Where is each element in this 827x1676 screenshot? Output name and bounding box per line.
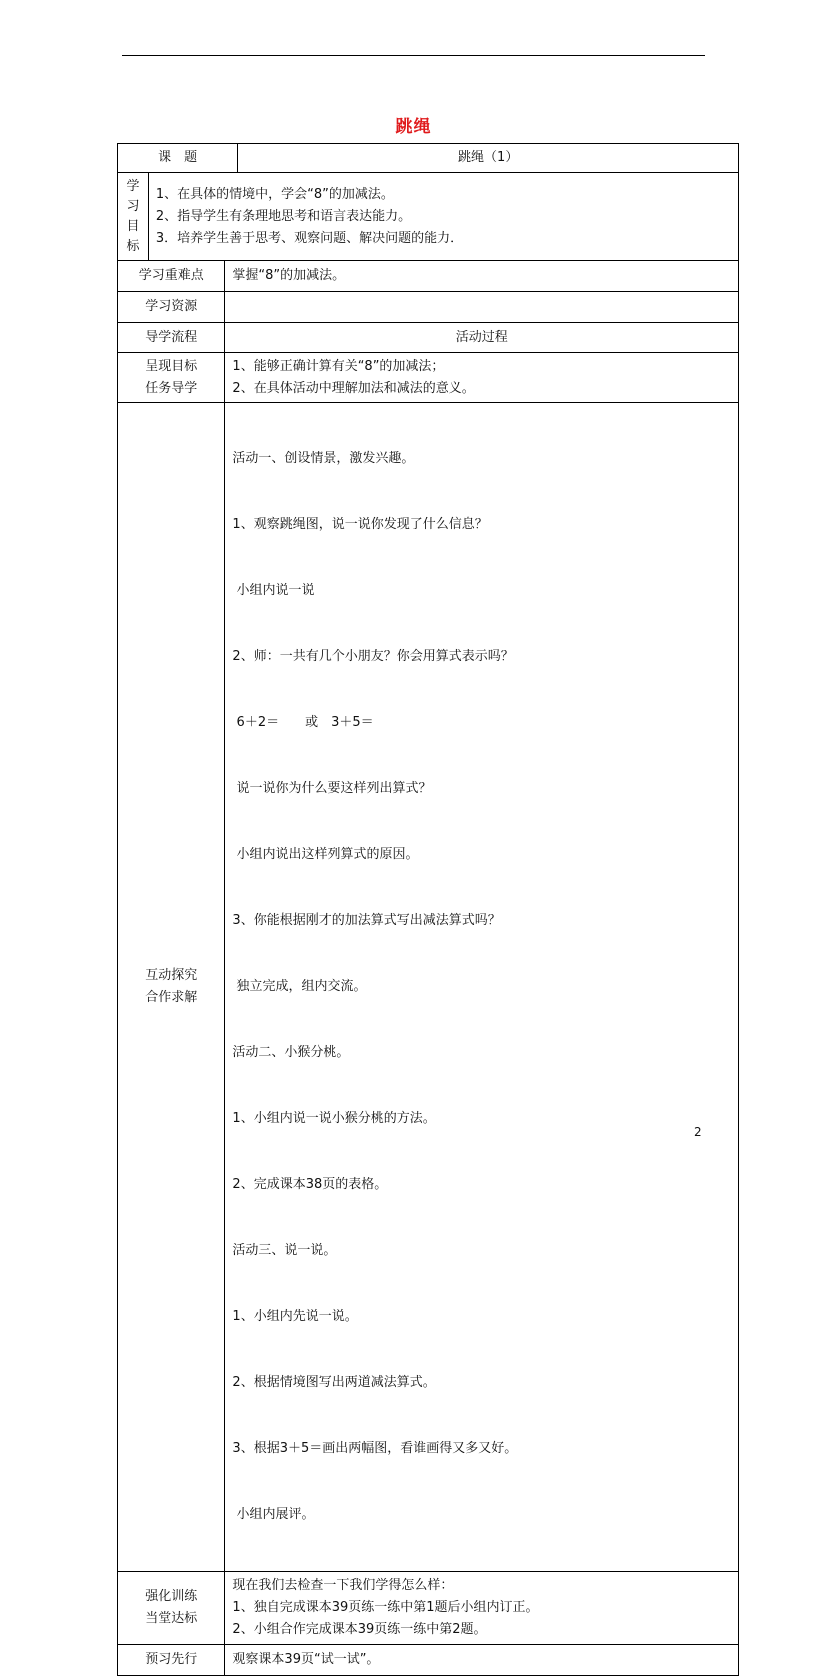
activity-line: 小组内说一说 (232, 583, 315, 598)
activity-line: 小组内展评。 (232, 1507, 315, 1522)
training-item: 1、独自完成课本39页练一练中第1题后小组内订正。 (232, 1600, 539, 1615)
objective-item: 3．培养学生善于思考、观察问题、解决问题的能力． (155, 230, 464, 246)
row-goals-tasks (118, 353, 739, 403)
resources-label: 学习资源 (118, 292, 225, 323)
row-topic (118, 144, 739, 173)
row-objectives (118, 173, 739, 261)
row-flow (118, 323, 739, 353)
objectives-label-char: 习 (126, 198, 140, 214)
lesson-plan-table (117, 143, 739, 1676)
flow-value: 活动过程 (225, 323, 739, 353)
activity-line: 独立完成，组内交流。 (232, 979, 367, 994)
activity-line: 3、根据3＋5＝画出两幅图，看谁画得又多又好。 (232, 1441, 518, 1456)
page-number: 2 (694, 1125, 702, 1139)
topic-label: 课 题 (118, 144, 238, 173)
objectives-label-char: 学 (126, 178, 140, 194)
row-training (118, 1572, 739, 1645)
objective-item: 2、指导学生有条理地思考和语言表达能力。 (155, 208, 412, 224)
preview-label: 预习先行 (118, 1645, 225, 1676)
header-rule (122, 55, 705, 56)
activity-line: 2、根据情境图写出两道减法算式。 (232, 1375, 436, 1390)
activity-line: 1、小组内先说一说。 (232, 1309, 358, 1324)
document-title: 跳绳 (395, 117, 432, 137)
objective-item: 1、在具体的情境中，学会“8”的加减法。 (155, 186, 394, 202)
activity-line: 活动二、小猴分桃。 (232, 1045, 350, 1060)
activity-line: 活动一、创设情景，激发兴趣。 (232, 451, 415, 466)
activity-line: 2、完成课本38页的表格。 (232, 1177, 388, 1192)
activity-line: 说一说你为什么要这样列出算式？ (232, 781, 432, 796)
objectives-label (118, 173, 149, 261)
objectives-label-char: 目 (126, 218, 140, 234)
flow-label: 导学流程 (118, 323, 225, 353)
goal-item: 1、能够正确计算有关“8”的加减法； (232, 358, 445, 374)
training-item: 现在我们去检查一下我们学得怎么样： (232, 1578, 454, 1593)
row-interactive (118, 403, 739, 1572)
activity-line: 活动三、说一说。 (232, 1243, 337, 1258)
activity-line: 小组内说出这样列算式的原因。 (232, 847, 419, 862)
goals-tasks-content (225, 353, 739, 403)
row-resources (118, 292, 739, 323)
training-item: 2、小组合作完成课本39页练一练中第2题。 (232, 1622, 487, 1637)
objectives-content (148, 173, 738, 261)
objectives-label-char: 标 (126, 238, 140, 254)
activity-line: 1、观察跳绳图，说一说你发现了什么信息？ (232, 517, 488, 532)
activity-line: 3、你能根据刚才的加法算式写出减法算式吗？ (232, 913, 501, 928)
row-preview (118, 1645, 739, 1676)
key-points-label: 学习重难点 (118, 261, 225, 292)
preview-value: 观察课本39页“试一试”。 (225, 1645, 739, 1676)
training-label: 强化训练 当堂达标 (118, 1572, 225, 1645)
training-content (225, 1572, 739, 1645)
key-points-value: 掌握“8”的加减法。 (225, 261, 739, 292)
goal-item: 2、在具体活动中理解加法和减法的意义。 (232, 380, 475, 396)
activity-line: 6＋2＝ 或 3＋5＝ (232, 715, 374, 730)
goals-tasks-label: 呈现目标 任务导学 (118, 353, 225, 403)
row-key-points (118, 261, 739, 292)
interactive-label: 互动探究 合作求解 (118, 403, 225, 1572)
topic-value: 跳绳（1） (238, 144, 739, 173)
activity-line: 2、师：一共有几个小朋友？你会用算式表示吗？ (232, 649, 514, 664)
resources-value (225, 292, 739, 323)
interactive-content (225, 403, 739, 1572)
activity-line: 1、小组内说一说小猴分桃的方法。 (232, 1111, 436, 1126)
